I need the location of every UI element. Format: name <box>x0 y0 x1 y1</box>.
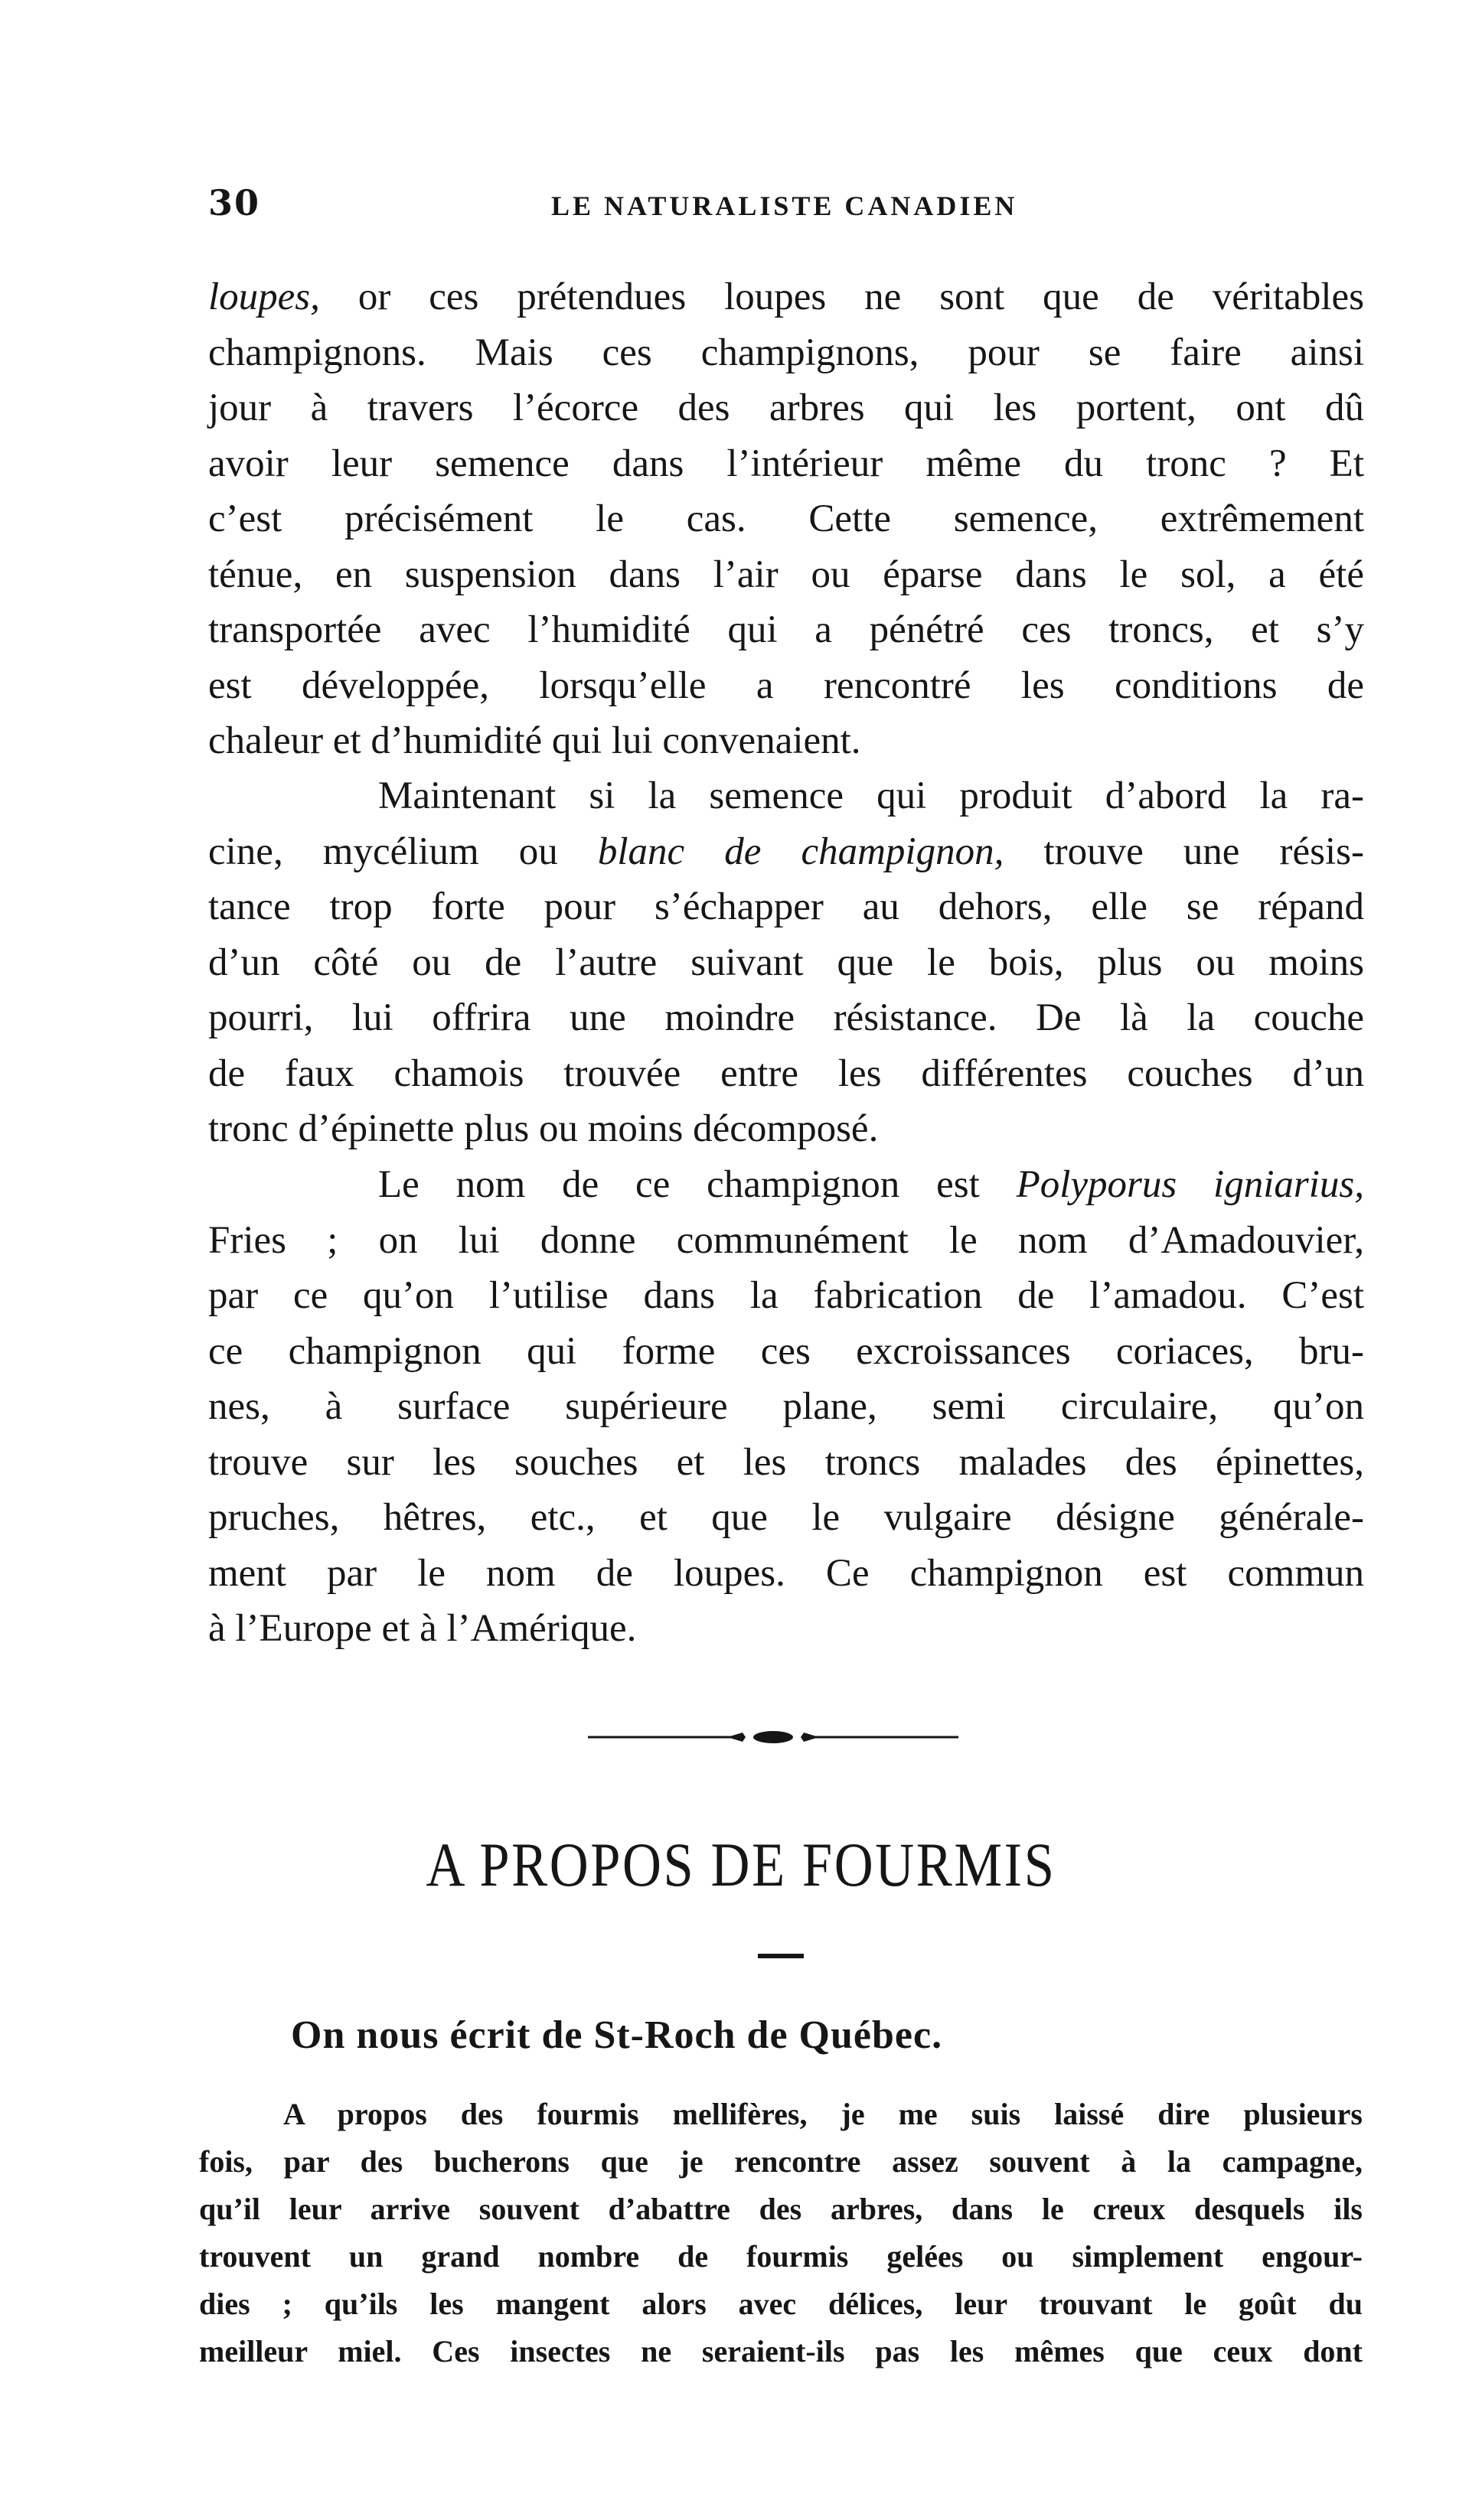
text-line: tance trop forte pour s’échapper au dehors, elle se répand <box>208 885 1364 928</box>
italic-term: Polyporus igniarius, <box>1016 1163 1364 1206</box>
text-line: chaleur et d’humidité qui lui convenaient. <box>208 719 861 762</box>
text-line: ment par le nom de loupes. Ce champignon est commun <box>208 1551 1364 1595</box>
text-line: fois, par des bucherons que je rencontre assez souvent à la campagne, <box>199 2144 1363 2179</box>
paragraph-polyporus <box>208 1157 1364 1657</box>
text-line: trouvent un grand nombre de fourmis gelées ou simplement engour- <box>199 2239 1363 2274</box>
journal-title: LE NATURALISTE CANADIEN <box>551 191 1018 221</box>
text-line: qu’il leur arrive souvent d’abattre des arbres, dans le creux desquels ils <box>199 2192 1363 2226</box>
ornament-divider <box>582 1726 965 1749</box>
page-number: 30 <box>208 182 261 223</box>
text-line: A propos des fourmis mellifères, je me suis laissé dire plusieurs <box>283 2097 1363 2131</box>
text-line: ténue, en suspension dans l’air ou éparse dans le sol, a été <box>208 553 1364 596</box>
italic-term: blanc de champignon, <box>597 830 1004 873</box>
text-line: Fries ; on lui donne communément le nom d’Amadouvier, <box>208 1218 1364 1262</box>
text-line: dies ; qu’ils les mangent alors avec délices, leur trouvant le goût du <box>199 2287 1363 2321</box>
paragraph-maintenant <box>208 768 1364 1157</box>
text-line: ce champignon qui forme ces excroissances coriaces, bru- <box>208 1329 1364 1373</box>
title-rule <box>758 1954 804 1958</box>
text-line: pruches, hêtres, etc., et que le vulgaire désigne générale- <box>208 1496 1364 1539</box>
text-line: loupes, or ces prétendues loupes ne sont que de véritables <box>208 275 1364 318</box>
text-line: cine, mycélium ou blanc de champignon, trouve une résis- <box>208 830 1364 873</box>
section-title: A PROPOS DE FOURMIS <box>426 1830 1056 1899</box>
text-line: champignons. Mais ces champignons, pour se faire ainsi <box>208 331 1364 374</box>
text-line: avoir leur semence dans l’intérieur même du tronc ? Et <box>208 442 1364 485</box>
italic-term: loupes, <box>208 275 320 318</box>
text-line: meilleur miel. Ces insectes ne seraient-ils pas les mêmes que ceux dont <box>199 2334 1363 2368</box>
text-line: pourri, lui offrira une moindre résistance. De là la couche <box>208 996 1364 1039</box>
text-line: de faux chamois trouvée entre les différentes couches d’un <box>208 1051 1364 1095</box>
text-line: trouve sur les souches et les troncs malades des épinettes, <box>208 1440 1364 1484</box>
paragraph-continuation <box>208 269 1364 769</box>
text-line: Le nom de ce champignon est Polyporus igniarius, <box>378 1163 1364 1206</box>
text-line: Maintenant si la semence qui produit d’abord la ra- <box>378 774 1364 817</box>
running-header <box>208 182 1379 236</box>
text-line: par ce qu’on l’utilise dans la fabrication de l’amadou. C’est <box>208 1274 1364 1317</box>
text-line: transportée avec l’humidité qui a pénétré ces troncs, et s’y <box>208 608 1364 651</box>
section-subtitle: On nous écrit de St-Roch de Québec. <box>291 2013 943 2057</box>
letter-excerpt <box>199 2091 1363 2375</box>
text-line: est développée, lorsqu’elle a rencontré les conditions de <box>208 663 1364 707</box>
text-line: jour à travers l’écorce des arbres qui les portent, ont dû <box>208 386 1364 429</box>
text-line: c’est précisément le cas. Cette semence, extrêmement <box>208 497 1364 540</box>
text-line: nes, à surface supérieure plane, semi circulaire, qu’on <box>208 1385 1364 1428</box>
text-line: à l’Europe et à l’Amérique. <box>208 1607 637 1650</box>
text-line: tronc d’épinette plus ou moins décomposé. <box>208 1107 879 1150</box>
text-line: d’un côté ou de l’autre suivant que le bois, plus ou moins <box>208 941 1364 984</box>
